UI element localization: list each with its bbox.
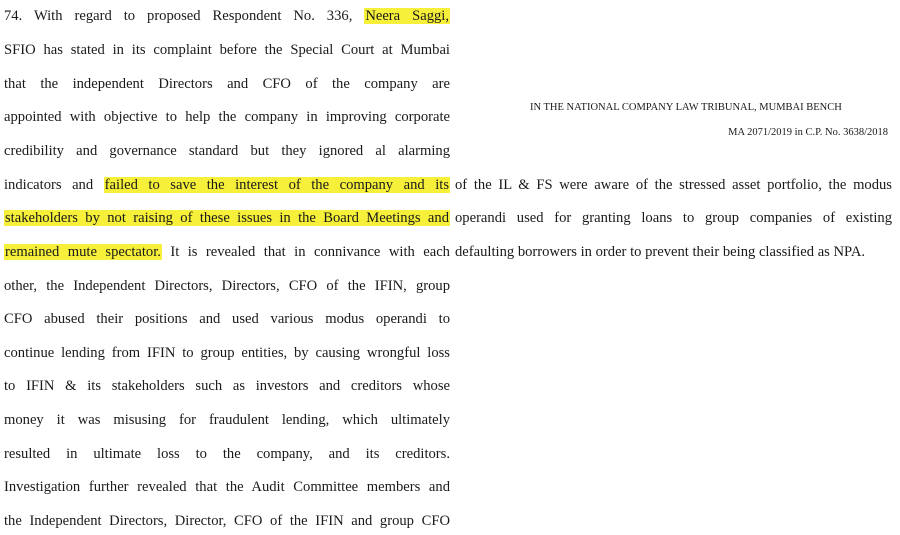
text-run: other, the Independent Directors, Directors, CFO of the IFIN, group <box>4 278 450 294</box>
text-run: money it was misusing for fraudulent lending, which ultimately <box>4 412 450 428</box>
paragraph-line <box>4 72 450 96</box>
text-run: to IFIN & its stakeholders such as investors and creditors whose <box>4 378 450 394</box>
paragraph-line <box>4 173 450 197</box>
paragraph-line <box>4 105 450 129</box>
text-run: It is revealed that in connivance with each <box>161 244 450 260</box>
text-run: indicators and <box>4 177 104 193</box>
court-header: IN THE NATIONAL COMPANY LAW TRIBUNAL, MUMBAI BENCH <box>530 102 842 113</box>
text-run: the Independent Directors, Director, CFO of the IFIN and group CFO <box>4 513 450 529</box>
paragraph-line <box>4 475 450 499</box>
text-run: continue lending from IFIN to group entities, by causing wrongful loss <box>4 345 450 361</box>
paragraph-line <box>4 408 450 432</box>
paragraph-line <box>4 274 450 298</box>
text-run: 74. With regard to proposed Respondent No. 336, <box>4 8 365 24</box>
paragraph-line <box>4 374 450 398</box>
highlighted-text: remained mute spectator. <box>5 244 161 260</box>
paragraph-line <box>4 4 450 28</box>
text-run: appointed with objective to help the company in improving corporate <box>4 109 450 125</box>
text-run: resulted in ultimate loss to the company, and its creditors. <box>4 446 450 462</box>
paragraph-line <box>4 307 450 331</box>
case-number: MA 2071/2019 in C.P. No. 3638/2018 <box>728 127 888 138</box>
paragraph-line <box>4 442 450 466</box>
paragraph-line: of the IL & FS were aware of the stressed asset portfolio, the modus <box>455 177 892 193</box>
paragraph-line <box>4 509 450 533</box>
paragraph-line <box>4 240 450 264</box>
highlighted-text: failed to save the interest of the company and its <box>104 177 449 193</box>
paragraph-line: operandi used for granting loans to group companies of existing <box>455 210 892 226</box>
text-run: Investigation further revealed that the Audit Committee members and <box>4 479 450 495</box>
paragraph-line <box>4 139 450 163</box>
highlighted-text: Neera Saggi, <box>365 8 449 24</box>
paragraph-line <box>4 341 450 365</box>
text-run: CFO abused their positions and used various modus operandi to <box>4 311 450 327</box>
paragraph-line <box>4 206 450 230</box>
text-run: that the independent Directors and CFO of the company are <box>4 76 450 92</box>
highlighted-text: stakeholders by not raising of these issues in the Board Meetings and <box>5 210 449 226</box>
paragraph-line <box>4 38 450 62</box>
text-run: SFIO has stated in its complaint before the Special Court at Mumbai <box>4 42 450 58</box>
paragraph-line: defaulting borrowers in order to prevent their being classified as NPA. <box>455 244 866 260</box>
text-run: credibility and governance standard but they ignored al alarming <box>4 143 450 159</box>
